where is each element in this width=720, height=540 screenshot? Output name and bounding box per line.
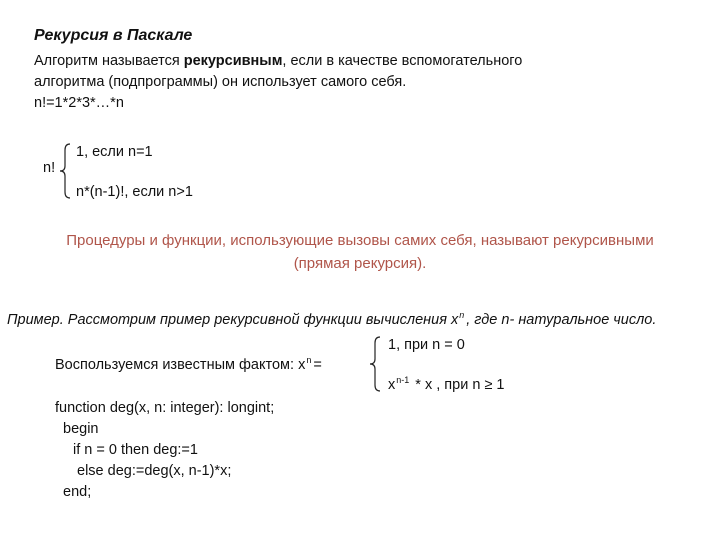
definition-text-rest: , если в качестве вспомогательного: [282, 53, 523, 69]
example-label: Пример: [7, 312, 60, 328]
definition-bold-term: рекурсивным: [183, 53, 283, 69]
power-case-2-base: x: [388, 377, 396, 393]
power-case-1: 1, при n = 0: [388, 337, 465, 353]
power-intro-superscript: n: [306, 355, 312, 365]
power-intro: [55, 357, 322, 373]
example-line: [7, 312, 656, 328]
page-title: Рекурсия в Паскале: [34, 27, 193, 44]
example-text-end: , где n- натуральное число.: [466, 312, 657, 328]
factorial-case-2: n*(n-1)!, если n>1: [76, 184, 193, 200]
power-case-2-superscript: n-1: [396, 375, 410, 385]
definition-line-2: алгоритма (подпрограммы) он использует самого себя.: [34, 74, 407, 90]
factorial-lhs: n!: [43, 160, 56, 176]
factorial-product: n!=1*2*3*…*n: [34, 95, 124, 111]
left-brace-icon: [58, 142, 72, 200]
code-line-2: begin: [63, 421, 99, 437]
power-intro-equals: =: [313, 357, 322, 373]
example-text: . Рассмотрим пример рекурсивной функции вычисления x: [59, 312, 459, 328]
power-intro-text: Воспользуемся известным фактом: x: [55, 357, 306, 373]
recursion-note-line-2: (прямая рекурсия).: [293, 255, 427, 272]
code-line-1: function deg(x, n: integer): longint;: [55, 400, 275, 416]
power-case-2: [388, 377, 505, 393]
definition-text: Алгоритм называется: [34, 53, 184, 69]
power-case-2-rest: * x , при n ≥ 1: [411, 377, 505, 393]
code-line-5: end;: [63, 484, 92, 500]
example-superscript: n: [459, 310, 465, 320]
left-brace-icon: [368, 335, 382, 393]
definition-line-1: [34, 51, 522, 71]
code-line-4: else deg:=deg(x, n-1)*x;: [77, 463, 232, 479]
factorial-case-1: 1, если n=1: [76, 144, 153, 160]
recursion-note-line-1: Процедуры и функции, использующие вызовы самих себя, называют рекурсивными: [66, 232, 654, 249]
code-line-3: if n = 0 then deg:=1: [73, 442, 198, 458]
